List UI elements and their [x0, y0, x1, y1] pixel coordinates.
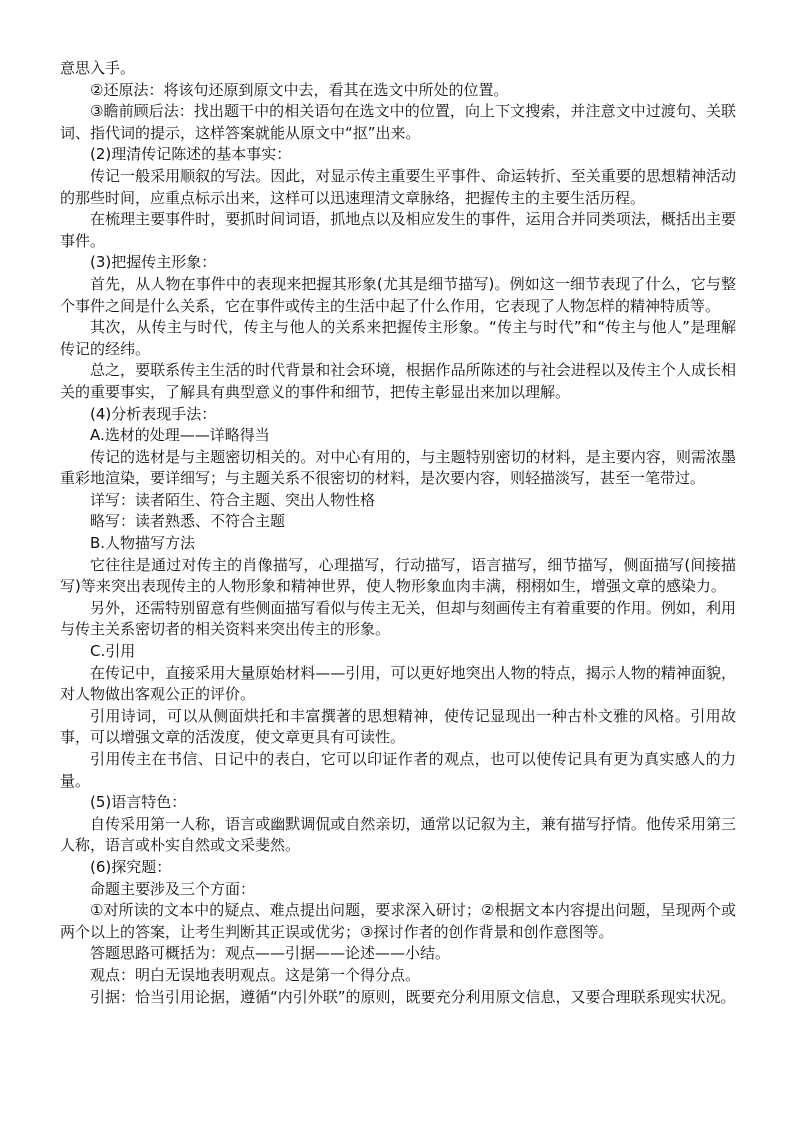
paragraph: (2)理清传记陈述的基本事实：: [90, 145, 292, 164]
document-page: [60, 58, 736, 1008]
paragraph: 它往往是通过对传主的肖像描写，心理描写，行动描写，语言描写，细节描写，侧面描写(间接描写)等来突出表现传主的人物形象和精神世界，使人物形象血肉丰满，栩栩如生，增强文章的感染力。: [60, 555, 736, 596]
paragraph: ①对所读的文本中的疑点、难点提出问题，要求深入研讨；②根据文本内容提出问题，呈现两个或两个以上的答案，让考生判断其正误或优劣；③探讨作者的创作背景和创作意图等。: [60, 901, 736, 941]
paragraph: 传记一般采用顺叙的写法。因此，对显示传主重要生平事件、命运转折、至关重要的思想精神活动的那些时间，应重点标示出来，这样可以迅速理清文章脉络，把握传主的主要生活历程。: [60, 166, 736, 207]
paragraph: ②还原法：将该句还原到原文中去，看其在选文中所处的位置。: [90, 80, 509, 99]
paragraph: 意思入手。: [60, 59, 136, 77]
paragraph: (6)探究题：: [90, 857, 172, 876]
paragraph: 引用诗词，可以从侧面烘托和丰富撰著的思想精神，使传记显现出一种古朴文雅的风格。引用故事，可以增强文章的活泼度，使文章更具有可读性。: [60, 706, 736, 747]
paragraph: (5)语言特色：: [90, 793, 187, 812]
paragraph: (3)把握传主形象：: [90, 253, 217, 272]
paragraph: 略写：读者熟悉、不符合主题: [90, 512, 286, 531]
paragraph: 另外，还需特别留意有些侧面描写看似与传主无关，但却与刻画传主有着重要的作用。例如，利用与传主关系密切者的相关资料来突出传主的形象。: [60, 598, 736, 639]
paragraph: 自传采用第一人称，语言或幽默调侃或自然亲切，通常以记叙为主，兼有描写抒情。他传采用第三人称，语言或朴实自然或文采斐然。: [60, 814, 736, 855]
paragraph: 命题主要涉及三个方面：: [90, 879, 256, 898]
paragraph: C.引用: [90, 642, 136, 661]
paragraph: B.人物描写方法: [90, 534, 196, 553]
paragraph: 答题思路可概括为：观点——引据——论述——小结。: [90, 944, 451, 963]
paragraph: 在传记中，直接采用大量原始材料——引用，可以更好地突出人物的特点，揭示人物的精神面貌，对人物做出客观公正的评价。: [60, 663, 736, 704]
paragraph: 引用传主在书信、日记中的表白，它可以印证作者的观点，也可以使传记具有更为真实感人的力量。: [60, 750, 736, 790]
paragraph: A.选材的处理——详略得当: [90, 426, 270, 445]
paragraph: 引据：恰当引用论据，遵循“内引外联”的原则，既要充分利用原文信息，又要合理联系现实状况。: [90, 987, 736, 1006]
paragraph: 详写：读者陌生、符合主题、突出人物性格: [90, 490, 376, 509]
paragraph: 其次，从传主与时代，传主与他人的关系来把握传主形象。“传主与时代”和“传主与他人”是理解传记的经纬。: [60, 318, 736, 358]
paragraph: 首先，从人物在事件中的表现来把握其形象(尤其是细节描写)。例如这一细节表现了什么，它与整个事件之间是什么关系，它在事件或传主的生活中起了什么作用，它表现了人物怎样的精神特质等。: [60, 274, 736, 315]
paragraph: ③瞻前顾后法：找出题干中的相关语句在选文中的位置，向上下文搜索，并注意文中过渡句、关联词、指代词的提示，这样答案就能从原文中“抠”出来。: [60, 102, 736, 142]
paragraph: 总之，要联系传主生活的时代背景和社会环境，根据作品所陈述的与社会进程以及传主个人成长相关的重要事实，了解具有典型意义的事件和细节，把传主彰显出来加以理解。: [60, 361, 736, 401]
paragraph: 传记的选材是与主题密切相关的。对中心有用的，与主题特别密切的材料，是主要内容，则需浓墨重彩地渲染，要详细写；与主题关系不很密切的材料，是次要内容，则轻描淡写，甚至一笔带过。: [60, 447, 736, 488]
paragraph: (4)分析表现手法：: [90, 404, 217, 423]
paragraph: 在梳理主要事件时，要抓时间词语，抓地点以及相应发生的事件，运用合并同类项法，概括出主要事件。: [60, 210, 736, 250]
paragraph: 观点：明白无误地表明观点。这是第一个得分点。: [90, 965, 421, 984]
